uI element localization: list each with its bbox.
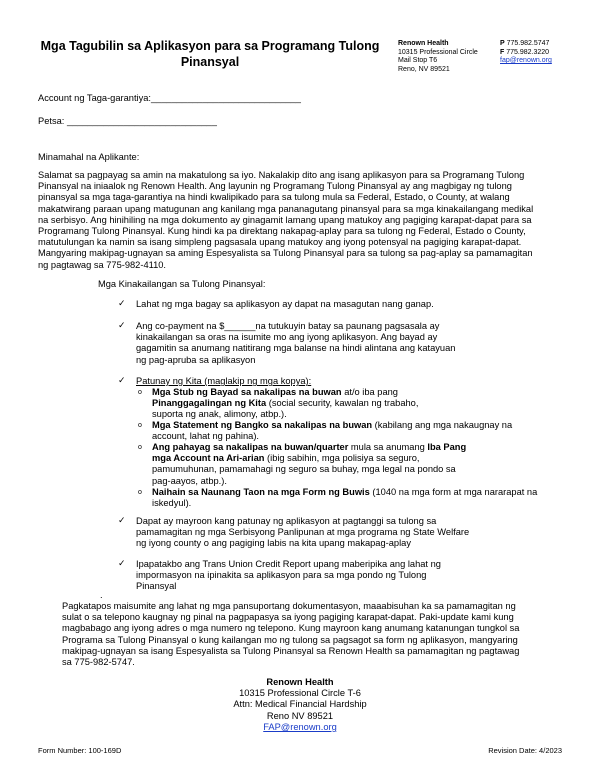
intro-line: ng pagtawag sa 775-982-4110. [38, 259, 167, 270]
subitem-text: at/o iba pang [341, 387, 398, 397]
intro-line: Pinansyal na iniaalok ng Renown Health. Ang layunin ng Programang Tulong Pinansyal ay ang magbigay ng tulong [38, 181, 512, 192]
header-email-link[interactable]: fap@renown.org [500, 57, 552, 64]
requirement-line: ng pag-apruba sa aplikasyon [136, 354, 256, 365]
header-address-line: Reno, NV 89521 [398, 65, 450, 73]
closing-paragraph [62, 601, 519, 668]
closing-line: Programa sa Tulong Pinansyal o kung kailangan mo ng tulong sa pagsagot sa form ng aplikasyon, mangyaring [62, 634, 518, 645]
closing-line: magbabago ang iyong adres o mga numero ng telepono. Kung mayroon kang anumang katanungan tungkol sa [62, 623, 520, 634]
intro-line: Programang Tulong Pinansyal. Kung hindi ka pa direktang nakapag-aplay para sa tulong ng Federal, Estado o County, [38, 226, 526, 237]
subitem-text: pamumuhunan, pamamahagi ng seguro sa buhay, mga legal na pondo sa [152, 464, 456, 475]
closing-line: makipag-ugnayan sa isang Espesyalista sa Tulong Pinansyal sa Renown Health sa pamamagitan ng pagtawag [62, 645, 520, 656]
requirements-heading: Mga Kinakailangan sa Tulong Pinansyal: [98, 279, 266, 289]
circle-bullet-icon: o [138, 444, 142, 451]
header-address [398, 40, 478, 74]
requirement-item [136, 299, 434, 310]
subitem-text: (kabilang ang mga nakaugnay na [372, 420, 513, 430]
footer-address-line: Attn: Medical Financial Hardship [233, 699, 367, 710]
salutation: Minamahal na Aplikante: [38, 152, 140, 162]
subitem-bold: Mga Stub ng Bayad sa nakalipas na buwan [152, 387, 342, 397]
closing-line: sa 775-982-5747. [62, 657, 135, 668]
income-proof-subitem [152, 387, 418, 421]
requirement-line: pamamagitan ng mga Serbisyong Panlipunan at mga programa ng State Welfare [136, 527, 470, 538]
account-field[interactable]: Account ng Taga-garantiya:_____________________________ [38, 93, 301, 103]
footer-org-name: Renown Health [266, 677, 334, 687]
circle-bullet-icon: o [138, 389, 142, 396]
revision-date: Revision Date: 4/2023 [488, 746, 562, 755]
intro-line: Mangyaring makipag-ugnayan sa aming Espesyalista sa Tulong Pinansyal para sa tulong sa pag-aplay sa pamamagitan [38, 248, 533, 259]
subitem-text: iskedyul). [152, 498, 192, 509]
header-org-name: Renown Health [398, 40, 449, 47]
circle-bullet-icon: o [138, 422, 142, 429]
subitem-bold: Ang pahayag sa nakalipas na buwan/quarter [152, 442, 349, 452]
income-proof-heading: Patunay ng Kita (maglakip ng mga kopya): [136, 376, 312, 386]
requirement-item [136, 321, 455, 366]
subitem-bold: Mga Statement ng Bangko sa nakalipas na buwan [152, 420, 373, 430]
intro-line: matutulungan ka namin sa isang simpleng pagsasala upang matukoy ang iyong potensyal na pagiging karapat-dapat. [38, 237, 522, 248]
closing-line: sulat o sa telepono kaugnay ng pinal na pagpapasya sa iyong pagiging karapat-dapat. Paki-update kami kung [62, 612, 514, 623]
checkmark-icon: ✓ [118, 515, 126, 525]
subitem-text: pag-aayos, atbp.). [152, 475, 227, 486]
intro-paragraph [38, 170, 533, 271]
stray-dot: . [100, 590, 103, 600]
subitem-text: (1040 na mga form at mga nararapat na [369, 487, 538, 497]
closing-line: Pagkatapos maisumite ang lahat ng mga pansuportang dokumentasyon, maaabisuhan ka sa pamamagitan ng [62, 601, 516, 611]
checkmark-icon: ✓ [118, 375, 126, 385]
checkmark-icon: ✓ [118, 320, 126, 330]
requirement-line: impormasyon na ipinakita sa aplikasyon para sa mga pondo ng Tulong [136, 570, 427, 581]
subitem-bold: mga Account na Ari-arian [152, 453, 265, 464]
requirement-line: kinakailangan sa oras na isumite mo ang iyong aplikasyon. Ang bayad ay [136, 332, 438, 343]
requirement-line: Dapat ay mayroon kang patunay ng aplikasyon at pagtanggi sa tulong sa [136, 516, 437, 526]
subitem-text: account, lahat ng pahina). [152, 431, 259, 442]
checkmark-icon: ✓ [118, 298, 126, 308]
income-proof-subitem [152, 487, 537, 509]
header-address-line: 10315 Professional Circle [398, 48, 478, 56]
date-field[interactable]: Petsa: _____________________________ [38, 116, 217, 126]
subitem-bold: Naihain sa Naunang Taon na mga Form ng Buwis [152, 487, 370, 497]
footer-email-link[interactable]: FAP@renown.org [263, 721, 337, 732]
requirement-line: Lahat ng mga bagay sa aplikasyon ay dapat na masagutan nang ganap. [136, 299, 434, 309]
subitem-text: (social security, kawalan ng trabaho, [266, 398, 419, 409]
subitem-text: (ibig sabihin, mga polisiya sa seguro, [264, 453, 420, 464]
header-address-line: Mail Stop T6 [398, 57, 438, 64]
income-proof-subitem [152, 442, 466, 487]
page-title: Mga Tagubilin sa Aplikasyon para sa Programang Tulong Pinansyal [40, 39, 380, 69]
requirement-line: gagamitin sa anumang natitirang mga balanse na hindi alintana ang katayuan [136, 343, 456, 354]
requirement-line: Pinansyal [136, 581, 177, 592]
footer-address-line: 10315 Professional Circle T-6 [239, 688, 361, 699]
subitem-text: mula sa anumang [348, 442, 428, 452]
phone-label: P [500, 40, 505, 47]
requirement-item [136, 559, 441, 593]
intro-line: Salamat sa pagpayag sa amin na makatulong sa iyo. Nakalakip dito ang isang aplikasyon para sa Programang Tulong [38, 170, 525, 180]
subitem-bold: Iba Pang [427, 442, 467, 452]
form-number: Form Number: 100-169D [38, 746, 122, 755]
checkmark-icon: ✓ [118, 558, 126, 568]
circle-bullet-icon: o [138, 489, 142, 496]
intro-line: na serbisyo. Ang hinihiling na mga dokumento ay ginagamit lamang upang matukoy ang pagiging karapat-dapat para sa [38, 214, 532, 225]
header-fax: 775.982.3220 [506, 48, 550, 56]
requirement-line: ng iyong county o ang pagiging labis na kita upang makapag-aplay [136, 538, 411, 549]
footer-address-line: Reno NV 89521 [266, 710, 334, 721]
income-proof-subitem [152, 420, 512, 442]
requirement-item [136, 516, 469, 550]
requirement-line: Ipapatakbo ang Trans Union Credit Report upang maberipika ang lahat ng [136, 559, 441, 569]
fax-label: F [500, 48, 505, 56]
intro-line: pinansyal sa mga taga-garantiya na hindi kwalipikado para sa tulong mula sa Federal, Estado, o County, at walang [38, 192, 510, 203]
footer-address [0, 677, 600, 733]
header-phone: 775.982.5747 [506, 40, 550, 47]
header-contact [500, 40, 552, 66]
subitem-text: suporta ng anak, alimony, atbp.). [152, 409, 287, 420]
requirement-line: Ang co-payment na $______na tutukuyin batay sa paunang pagsasala ay [136, 321, 440, 331]
intro-line: makatwirang paraan upang matugunan ang kanilang mga pananagutang pinansyal para sa mga kinakailangang medikal [38, 203, 534, 214]
subitem-bold: Pinanggagalingan ng Kita [152, 398, 267, 409]
